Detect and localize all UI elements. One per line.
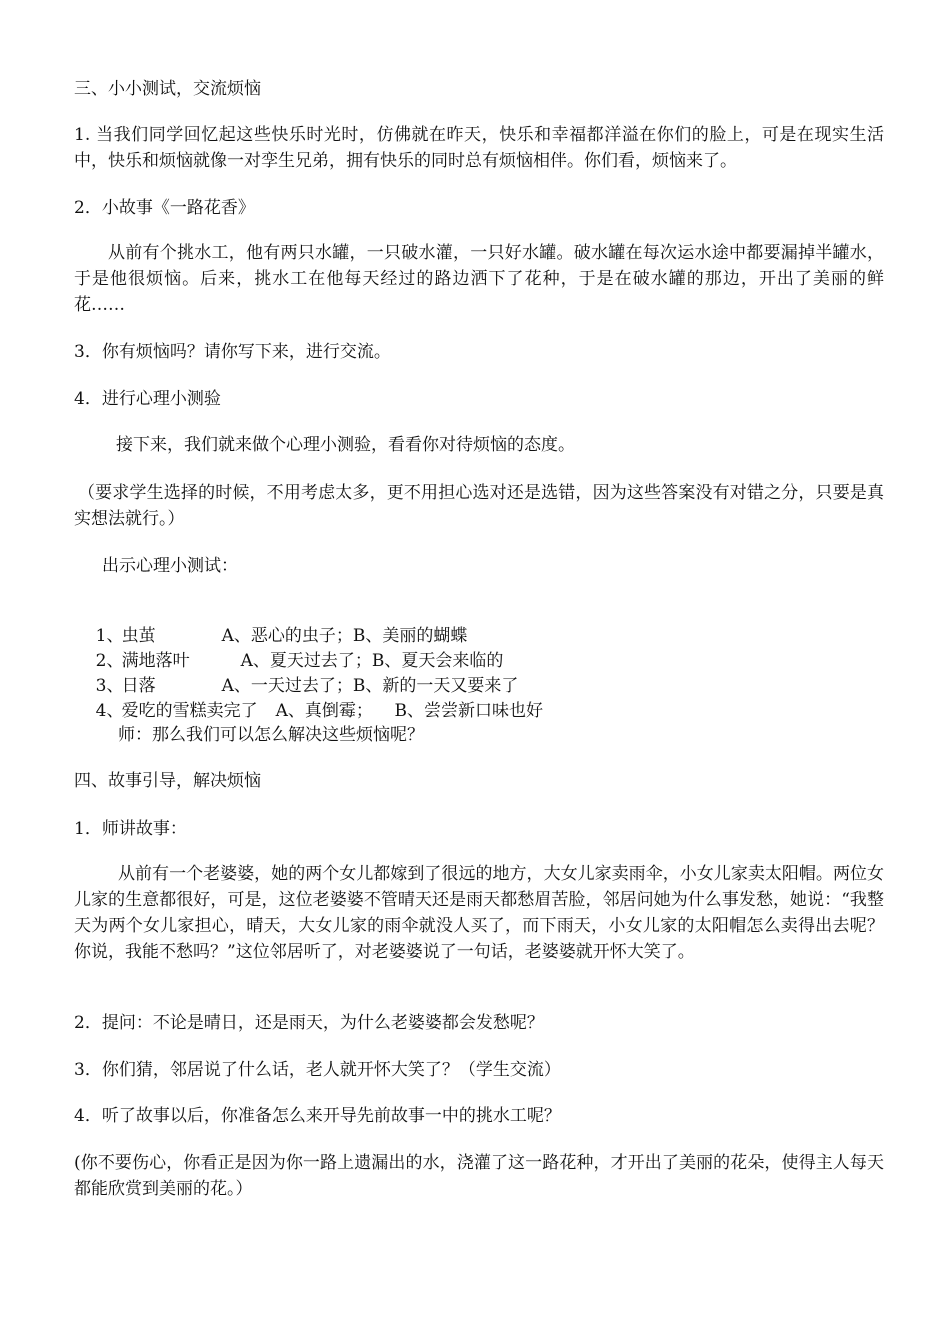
section3-paragraph-3: 3．你有烦恼吗？请你写下来，进行交流。 [74,342,391,362]
quiz-introduction: 接下来，我们就来做个心理小测验，看看你对待烦恼的态度。 [116,435,575,455]
section4-paragraph-1: 1．师讲故事： [74,819,187,839]
section3-paragraph-1: 1. 当我们同学回忆起这些快乐时光时，仿佛就在昨天，快乐和幸福都洋溢在你们的脸上，可是在现实生活中，快乐和烦恼就像一对孪生兄弟，拥有快乐的同时总有烦恼相伴。你们看，烦恼来了。 [74,125,884,171]
section3-paragraph-2: 2．小故事《一路花香》 [74,198,255,218]
section4-heading: 四、故事引导，解决烦恼 [74,771,261,791]
quiz-question: 1、虫茧 A、恶心的虫子；B、美丽的蝴蝶 [95,626,468,646]
section4-note: (你不要伤心，你看正是因为你一路上遗漏出的水，浇灌了这一路花种，才开出了美丽的花朵，使得主人每天都能欣赏到美丽的花。） [74,1153,884,1199]
story-old-woman: 从前有一个老婆婆，她的两个女儿都嫁到了很远的地方，大女儿家卖雨伞，小女儿家卖太阳帽。两位女儿家的生意都很好，可是，这位老婆婆不管晴天还是雨天都愁眉苦脸，邻居问她为什么事发愁，她说：“我整天为两个女儿家担心，晴天，大女儿家的雨伞就没人买了，而下雨天，小女儿家的太阳帽怎么卖得出去呢？你说，我能不愁吗？”这位邻居听了，对老婆婆说了一句话，老婆婆就开怀大笑了。 [74,864,884,962]
quiz-title: 出示心理小测试： [102,556,238,576]
section4-paragraph-3: 3．你们猜，邻居说了什么话，老人就开怀大笑了？（学生交流） [74,1060,561,1080]
section4-paragraph-4: 4．听了故事以后，你准备怎么来开导先前故事一中的挑水工呢？ [74,1106,561,1126]
story-flower-fragrance: 从前有个挑水工，他有两只水罐，一只破水灌，一只好水罐。破水罐在每次运水途中都要漏掉半罐水，于是他很烦恼。后来，挑水工在他每天经过的路边洒下了花种，于是在破水罐的那边，开出了美丽的鲜花…… [74,243,884,315]
quiz-question: 2、满地落叶 A、夏天过去了；B、夏天会来临的 [95,651,504,671]
teacher-question: 师：那么我们可以怎么解决这些烦恼呢？ [118,725,424,745]
section3-paragraph-4: 4．进行心理小测验 [74,389,221,409]
quiz-question: 3、日落 A、一天过去了；B、新的一天又要来了 [95,676,519,696]
quiz-question: 4、爱吃的雪糕卖完了 A、真倒霉； B、尝尝新口味也好 [95,701,544,721]
section3-heading: 三、小小测试，交流烦恼 [74,79,261,99]
section4-paragraph-2: 2．提问：不论是晴日，还是雨天，为什么老婆婆都会发愁呢？ [74,1013,544,1033]
quiz-note: （要求学生选择的时候，不用考虑太多，更不用担心选对还是选错，因为这些答案没有对错之分，只要是真实想法就行。） [74,483,884,529]
